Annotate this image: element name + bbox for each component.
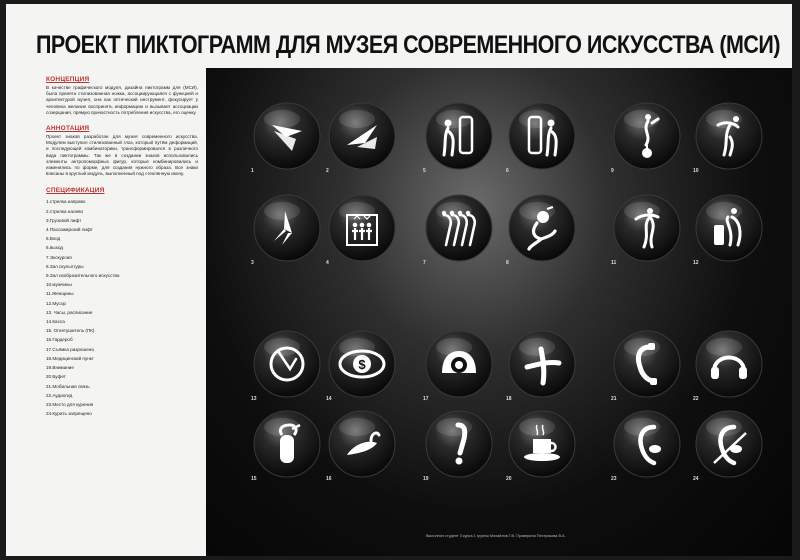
spec-item: 9.Зал изобразительного искусства <box>46 273 120 279</box>
pictogram-number: 4 <box>326 260 329 266</box>
spec-item: 3.Грузовой лифт <box>46 217 82 223</box>
pictogram-button <box>252 409 322 479</box>
spec-item: 23.Место для курения <box>46 401 94 407</box>
spec-item: 13. Часы, расписание <box>46 309 93 315</box>
cashier-icon <box>327 329 397 399</box>
pictogram-number: 11 <box>611 260 617 266</box>
exit-icon <box>507 101 577 171</box>
mobile-phone-icon <box>612 329 682 399</box>
pictogram-number: 15 <box>251 476 257 482</box>
pictogram-number: 8 <box>506 260 509 266</box>
pictogram-number: 5 <box>423 168 426 174</box>
spec-list <box>46 197 204 418</box>
pictogram-button <box>424 101 494 171</box>
pictogram-button <box>327 101 397 171</box>
pictogram-button <box>694 409 764 479</box>
pictogram-button <box>612 329 682 399</box>
pictogram-panel <box>206 68 792 556</box>
pictogram-number: 10 <box>693 168 699 174</box>
pictogram-number: 6 <box>506 168 509 174</box>
excursion-icon <box>424 193 494 263</box>
pictogram-button <box>327 329 397 399</box>
spec-item: 21.Мобильная связь <box>46 383 90 389</box>
spec-item: 5.Вход <box>46 236 61 242</box>
pictogram-button <box>694 193 764 263</box>
spec-item: 6.выход <box>46 245 63 251</box>
spec-item: 16.Гардероб <box>46 337 73 343</box>
spec-item: 20.Буфет <box>46 374 66 380</box>
pictogram-number: 20 <box>506 476 512 482</box>
entrance-icon <box>424 101 494 171</box>
art-hall-icon <box>612 101 682 171</box>
pictogram-number: 2 <box>326 168 329 174</box>
pictogram-number: 24 <box>693 476 699 482</box>
pictogram-number: 13 <box>251 396 257 402</box>
spec-item: 17.Съёмка разрешена <box>46 346 94 352</box>
spec-item: 24.Курить запрещено <box>46 411 92 417</box>
pictogram-number: 22 <box>693 396 699 402</box>
pictogram-button <box>612 101 682 171</box>
attention-icon <box>424 409 494 479</box>
spec-item: 4.Пассажирский лифт <box>46 227 93 233</box>
trash-icon <box>694 193 764 263</box>
spec-item: 18.Медицинский пункт <box>46 355 94 361</box>
cloakroom-icon <box>327 409 397 479</box>
clock-icon <box>252 329 322 399</box>
annotation-text: Проект знаков разработан для музея современного искусства. Модулем выступил стилизованный глаз, который путём деформаций, и последующей комбинаторики, трансформировался в различного вида пиктограммы. Так же в создании знаков использовались элементы антропоморфных фигур, которые комбинировались и изменялись по форме, для создания нужного образа. Все знаки вписаны в круглый модуль, выполненный под стеклянную икону. <box>46 134 198 177</box>
spec-item: 12.Мусор <box>46 300 66 306</box>
pictogram-number: 12 <box>693 260 699 266</box>
pictogram-button <box>507 193 577 263</box>
pictogram-number: 16 <box>326 476 332 482</box>
annotation-heading: АННОТАЦИЯ <box>46 125 90 133</box>
pictogram-button <box>694 329 764 399</box>
spec-item: 11.Женщины <box>46 291 74 297</box>
spec-item: 10.мужчины <box>46 282 72 288</box>
pictogram-number: 9 <box>611 168 614 174</box>
spec-item: 19.Внимание <box>46 365 74 371</box>
poster <box>6 4 792 556</box>
spec-item: 15. Огнетушитель (ПК) <box>46 328 95 334</box>
pictogram-number: 17 <box>423 396 429 402</box>
arrow-right-icon <box>252 101 322 171</box>
women-icon <box>612 193 682 263</box>
pictogram-number: 23 <box>611 476 617 482</box>
pictogram-button <box>507 329 577 399</box>
pictogram-number: 21 <box>611 396 617 402</box>
medical-icon <box>507 329 577 399</box>
pictogram-button <box>252 329 322 399</box>
pictogram-button <box>507 101 577 171</box>
svg-text:$: $ <box>358 357 366 372</box>
author-credit: Выполнил студент 3 курса 1 группы Михайлов Г.В. Проверила Пестрикова В.А. <box>426 534 566 538</box>
spec-item: 14.Касса <box>46 319 65 325</box>
pictogram-number: 1 <box>251 168 254 174</box>
pictogram-button <box>694 101 764 171</box>
pictogram-button <box>252 101 322 171</box>
pictogram-number: 18 <box>506 396 512 402</box>
spec-item: 1.стрелка направо <box>46 199 86 205</box>
pictogram-button <box>424 193 494 263</box>
passenger-lift-icon <box>327 193 397 263</box>
smoking-icon <box>612 409 682 479</box>
pictogram-number: 7 <box>423 260 426 266</box>
audio-guide-icon <box>694 329 764 399</box>
freight-lift-icon <box>252 193 322 263</box>
pictogram-button <box>327 409 397 479</box>
pictogram-number: 3 <box>251 260 254 266</box>
spec-heading: СПЕЦИФИКАЦИЯ <box>46 187 105 195</box>
pictogram-button <box>612 193 682 263</box>
arrow-left-icon <box>327 101 397 171</box>
spec-item: 8.Зал скульптуры <box>46 263 84 269</box>
sculpture-hall-icon <box>507 193 577 263</box>
description-column <box>34 76 204 552</box>
camera-icon <box>424 329 494 399</box>
no-smoking-icon <box>694 409 764 479</box>
pictogram-button <box>327 193 397 263</box>
concept-text: В качестве графического модуля, дизайна пиктограмм для (МСИ), была принята стилизованная ножка, ассоциирующаяся с функцией и архитектурой музея, она как оптический инструмент, фокусирует у человека желание воспринять информацию и вызывает ассоциации созерцания, прямую причастность потребления искусства, его оценку. <box>46 85 198 115</box>
pictogram-button <box>424 329 494 399</box>
spec-item: 22.Аудиогид <box>46 392 73 398</box>
spec-item: 7.Экскурсия <box>46 254 72 260</box>
buffet-icon <box>507 409 577 479</box>
pictogram-button <box>507 409 577 479</box>
poster-title: ПРОЕКТ ПИКТОГРАММ ДЛЯ МУЗЕЯ СОВРЕМЕННОГО ИСКУССТВА (МСИ) <box>36 31 781 59</box>
pictogram-button <box>612 409 682 479</box>
pictogram-button <box>252 193 322 263</box>
pictogram-button <box>424 409 494 479</box>
spec-item: 2.стрелка налево <box>46 208 84 214</box>
concept-heading: КОНЦЕПЦИЯ <box>46 76 90 83</box>
fire-extinguisher-icon <box>252 409 322 479</box>
men-icon <box>694 101 764 171</box>
pictogram-number: 14 <box>326 396 332 402</box>
pictogram-number: 19 <box>423 476 429 482</box>
